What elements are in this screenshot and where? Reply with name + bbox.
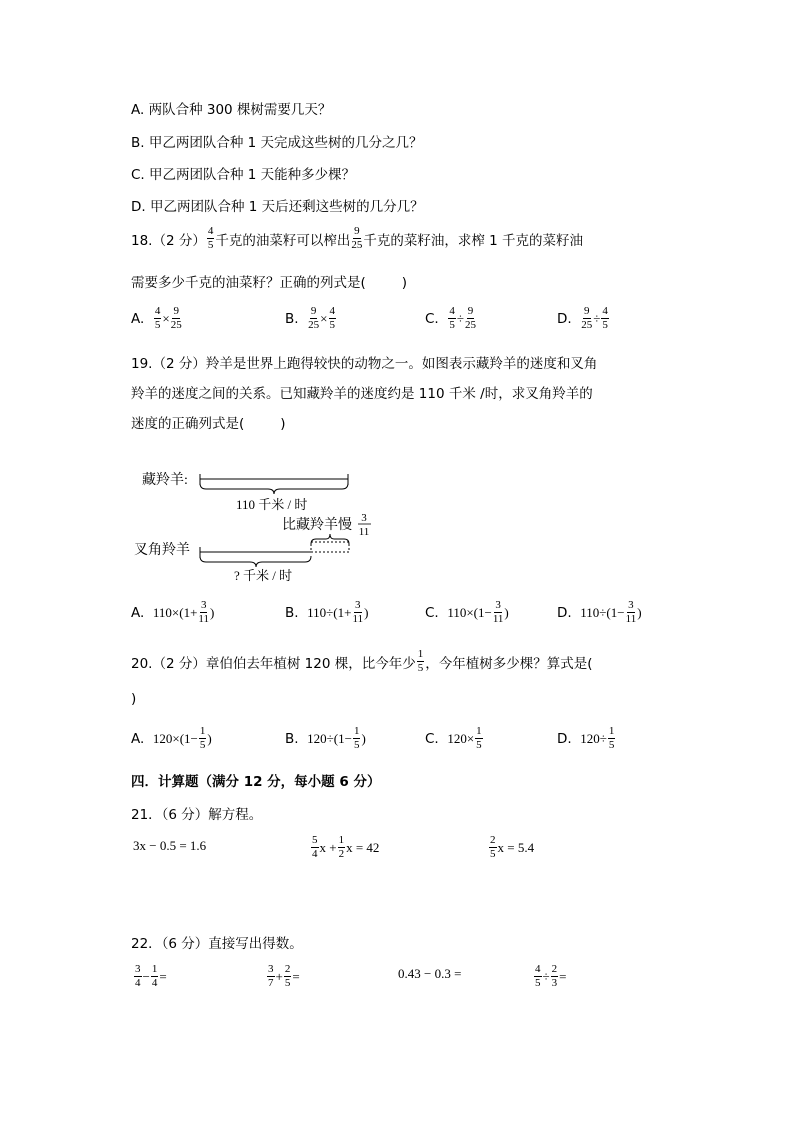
q18-fraction-1: $\frac{4}{5}$ xyxy=(207,225,214,251)
q20-stem-line2: ) xyxy=(131,691,137,707)
q22-item-1: $\frac{3}{4}$ − $\frac{1}{4}$ = xyxy=(135,963,167,989)
q17-option-d: D. 甲乙两团队合种 1 天后还剩这些树的几分几？ xyxy=(131,199,424,215)
q21-equation-1: 3x − 0.5 = 1.6 xyxy=(133,838,207,853)
q17-option-b: B. 甲乙两团队合种 1 天完成这些树的几分之几？ xyxy=(131,135,423,151)
q19-options xyxy=(131,600,691,634)
q19-stem-line3: 迷度的正确列式是( ) xyxy=(131,416,286,432)
q18-stem-line2: 需要多少千克的油菜籽？正确的列式是( ) xyxy=(131,275,408,291)
q19-stem-line2: 羚羊的迷度之间的关系。已知藏羚羊的迷度约是 110 千米 /时，求叉角羚羊的 xyxy=(131,386,593,402)
q21-equation-2: $\frac{5}{4}$ x + $\frac{1}{2}$ x = 42 xyxy=(312,834,380,860)
diagram-top-brace xyxy=(200,483,348,494)
q18-fraction-2: $\frac{9}{25}$ xyxy=(351,225,363,251)
diagram-label-top-value: 110 千米 / 时 xyxy=(236,497,308,512)
svg-text:3: 3 xyxy=(361,512,367,524)
q18-option-c: C. $\frac{4}{5}$ ÷ $\frac{9}{25}$ xyxy=(425,305,476,331)
q19-option-c: C. 110×(1− $\frac{3}{11}$ ) xyxy=(425,599,509,625)
q18-text-2: 千克的菜籽油，求榨 1 千克的菜籽油 xyxy=(363,232,584,249)
q19-stem-line1: 19.（2 分）羚羊是世界上跑得较快的动物之一。如图表示藏羚羊的迷度和叉角 xyxy=(131,356,598,372)
q18-option-d: D. $\frac{9}{25}$ ÷ $\frac{4}{5}$ xyxy=(557,305,608,331)
q18-prefix: 18.（2 分） xyxy=(131,232,206,249)
q19-option-b: B. 110÷(1+ $\frac{3}{11}$ ) xyxy=(285,599,369,625)
q20-fraction: $\frac{1}{5}$ xyxy=(417,648,424,674)
svg-text:11: 11 xyxy=(358,526,370,538)
q21-equation-3: $\frac{2}{5}$ x = 5.4 xyxy=(490,834,535,860)
q21-title: 21．（6 分）解方程。 xyxy=(131,807,263,823)
diagram-bottom-brace xyxy=(200,556,311,567)
q18-stem-line1 xyxy=(131,226,583,251)
q22-item-2: $\frac{3}{7}$ + $\frac{2}{5}$ = xyxy=(268,963,300,989)
q22-title: 22．（6 分）直接写出得数。 xyxy=(131,936,303,952)
q17-option-c: C. 甲乙两团队合种 1 天能种多少棵？ xyxy=(131,167,356,183)
q20-option-a: A. 120×(1− $\frac{1}{5}$ ) xyxy=(131,725,212,751)
q22-item-4: $\frac{4}{5}$ ÷ $\frac{2}{3}$ = xyxy=(535,963,567,989)
q19-option-a: A. 110×(1+ $\frac{3}{11}$ ) xyxy=(131,599,215,625)
diagram-dashed-part xyxy=(311,542,349,552)
q18-option-a: A. $\frac{4}{5}$ × $\frac{9}{25}$ xyxy=(131,305,182,331)
q20-option-d: D. 120÷ $\frac{1}{5}$ xyxy=(557,725,615,751)
section-heading: 四．计算题（满分 12 分，每小题 6 分） xyxy=(131,774,381,790)
q22-item-3: 0.43 − 0.3 = xyxy=(398,966,462,981)
q20-option-c: C. 120× $\frac{1}{5}$ xyxy=(425,725,482,751)
diagram-label-bottom-value: ? 千米 / 时 xyxy=(234,568,293,583)
speed-comparison-diagram xyxy=(130,462,390,590)
diagram-label-top: 藏羚羊: xyxy=(142,473,188,488)
q19-option-d: D. 110÷(1− $\frac{3}{11}$ ) xyxy=(557,599,642,625)
q18-text-1: 千克的油菜籽可以榨出 xyxy=(215,232,351,249)
diagram-note: 比藏羚羊慢 xyxy=(282,518,352,533)
q18-options xyxy=(131,306,651,340)
q18-option-b: B. $\frac{9}{25}$ × $\frac{4}{5}$ xyxy=(285,305,335,331)
q20-option-b: B. 120÷(1− $\frac{1}{5}$ ) xyxy=(285,725,366,751)
q17-option-a: A. 两队合种 300 棵树需要几天？ xyxy=(131,102,332,118)
q20-stem-line1: 20.（2 分）章伯伯去年植树 120 棵，比今年少 $\frac{1}{5}$ ，今年植树多少棵？算式是( xyxy=(131,648,593,674)
diagram-label-bottom: 叉角羚羊 xyxy=(134,543,190,558)
q20-options xyxy=(131,726,691,760)
